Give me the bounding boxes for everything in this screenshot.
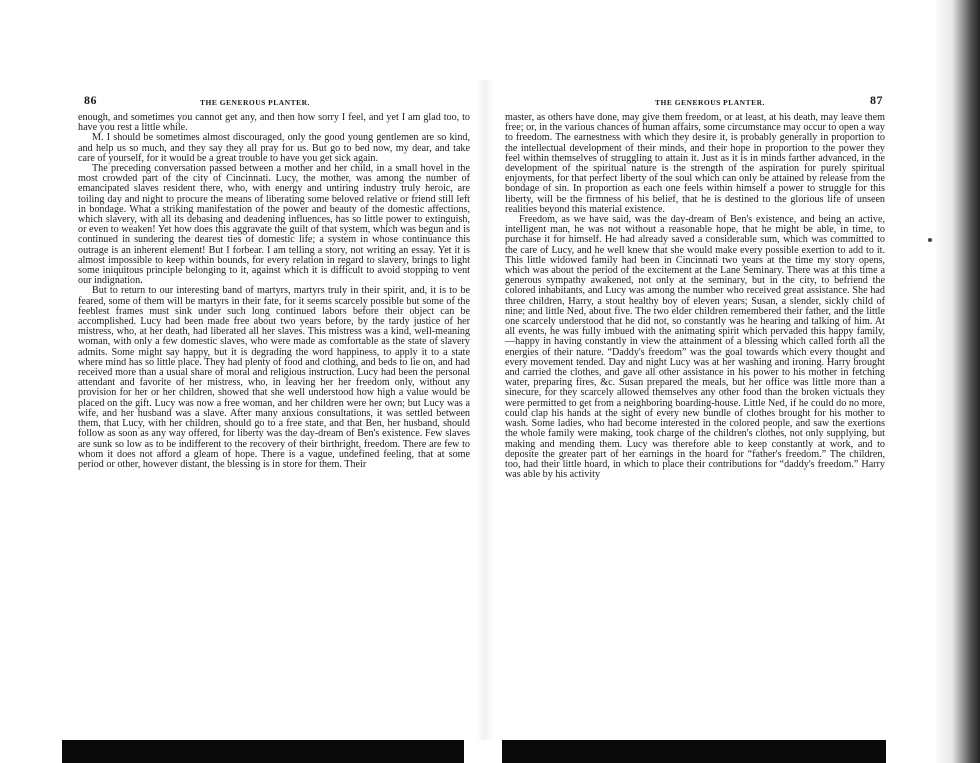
right-scan-bar: [502, 740, 886, 763]
scan-edge-shadow: [934, 0, 980, 763]
left-page-header: [70, 0, 470, 107]
right-running-head: THE GENEROUS PLANTER.: [655, 98, 765, 107]
paragraph: enough, and sometimes you cannot get any, and then how sorry I feel, and yet I am glad too, to have you rest a little while.: [78, 112, 470, 134]
paragraph: But to return to our interesting band of martyrs, martyrs truly in their spirit, and, it is to be feared, some of them will be martyrs in their fate, for it seems scarcely possible but some of the feeblest frames must sink under such long continued labors before their object can be accomplished. Lucy had been made free about two years before, by the tardy justice of her mistress, who, at her death, had liberated all her slaves. This mistress was a kind, well-meaning woman, with only a few domestic slaves, who were made as comfortable as the state of slavery admits. Some might say happy, but it is degrading the word happiness, to apply it to a state where mind has so little place. They had plenty of food and clothing, and beds to lie on, and had received more than a usual share of moral and religious instruction. Lucy had been the personal attendant and favorite of her mistress, who, in leaving her her freedom only, without any provision for her or her children, showed that she well understood how high a value would be placed on the gift. Lucy was now a free woman, and her children were her own; but Lucy was a wife, and her husband was a slave. After many anxious consultations, it was settled between them, that Lucy, with her children, should go to a free state, and that Ben, her husband, should follow as soon as any way offered, for liberty was the day-dream of Ben's existence. Few slaves are sunk so low as to be indifferent to the recovery of their birthright, freedom. There are few to whom it does not afford a gleam of hope. There is a vague, undefined feeling, that at some period or other, however distant, the blessing is in store for them. Their: [78, 285, 470, 470]
right-page: [505, 0, 885, 700]
paragraph: M. I should be sometimes almost discouraged, only the good young gentlemen are so kind, and help us so much, and they say they all pray for us. But go to bed now, my dear, and take care of yourself, for it would be a great trouble to have you get sick again.: [78, 132, 470, 164]
right-page-body: [505, 113, 885, 480]
right-page-header: [505, 0, 885, 107]
left-scan-bar: [62, 740, 464, 763]
paragraph: The preceding conversation passed between a mother and her child, in a small hovel in the most crowded part of the city of Cincinnati. Lucy, the mother, was among the number of emancipated slaves resident there, who, with energy and untiring industry truly heroic, are toiling day and night to procure the means of liberating some beloved relative or friend still left in bondage. What a striking manifestation of the power and beauty of the domestic affections, which slavery, with all its debasing and deadening influences, has so little power to extinguish, or even to weaken! Yet how does this aggravate the guilt of that system, which was begun and is continued in sundering the dearest ties of domestic life; a system in whose continuance this outrage is an inherent element! But I forbear. I am telling a story, not writing an essay. Yet it is almost impossible to keep within bounds, for every relation in regard to slavery, brings to light some iniquitous principle belonging to it, against which it is difficult to avoid stopping to vent our indignation.: [78, 163, 470, 287]
right-page-number: 87: [870, 93, 883, 107]
left-page: [70, 0, 470, 700]
paragraph: master, as others have done, may give them freedom, or at least, at his death, may leave them free; or, in the various chances of human affairs, some circumstance may occur to open a way to freedom. The earnestness with which they desire it, is probably generally in proportion to the intellectual development of their minds, and their hope in proportion to the power they feel within themselves of struggling to attain it. Just as it is in minds farther advanced, in the development of the spiritual nature is the strength of the aspiration for purely spiritual enjoyments, for that perfect liberty of the soul which can only be attained by release from the bondage of sin. In proportion as each one feels within himself a power to struggle for this liberty, will be the firmness of his belief, that he is destined to the glorious life of unseen realities beyond this material existence.: [505, 112, 885, 215]
left-page-number: 86: [84, 93, 97, 107]
paragraph: Freedom, as we have said, was the day-dream of Ben's existence, and being an active, intelligent man, he was not without a reasonable hope, that he might be able, in time, to purchase it for himself. He had already saved a considerable sum, which was committed to the care of Lucy, and he well knew that she would make every possible exertion to add to it. This little widowed family had been in Cincinnati two years at the time my story opens, which was about the period of the excitement at the Lane Seminary. There was at this time a generous sympathy awakened, not only at the seminary, but in the city, to befriend the colored inhabitants, and Lucy was among the number who received great assistance. She had three children, Harry, a stout healthy boy of eleven years; Susan, a slender, sickly child of nine; and little Ned, about five. The two elder children remembered their father, and the little one scarcely understood that he did not, so constantly was he hearing and talking of him. At all events, he was fully imbued with the animating spirit which pervaded this happy family,—happy in having constantly in view the attainment of a blessing which called forth all the energies of their nature. “Daddy's freedom” was the goal towards which every thought and every movement tended. Day and night Lucy was at her washing and ironing. Harry brought and carried the clothes, and gave all other assistance in his power to his mother in fetching water, preparing fires, &c. Susan prepared the meals, but her office was little more than a sinecure, for they scarcely allowed themselves any other food than the broken victuals they were permitted to get from a neighboring boarding-house. Little Ned, if he could do no more, could clap his hands at the sight of every new bundle of clothes brought for his mother to wash. Some ladies, who had become interested in the colored people, and saw the exertions the whole family were making, took charge of the children's clothes, not only supplying, but making and mending them. Lucy was therefore able to keep constantly at work, and to deposite the greater part of her earnings in the hoard for “father's freedom.” The children, too, had their little hoard, in which to place their contributions for “daddy's freedom.” Harry was able by his activity: [505, 214, 885, 481]
left-running-head: THE GENEROUS PLANTER.: [200, 98, 310, 107]
scan-speck: [928, 238, 932, 242]
book-gutter: [476, 80, 494, 740]
left-page-body: [78, 113, 470, 470]
